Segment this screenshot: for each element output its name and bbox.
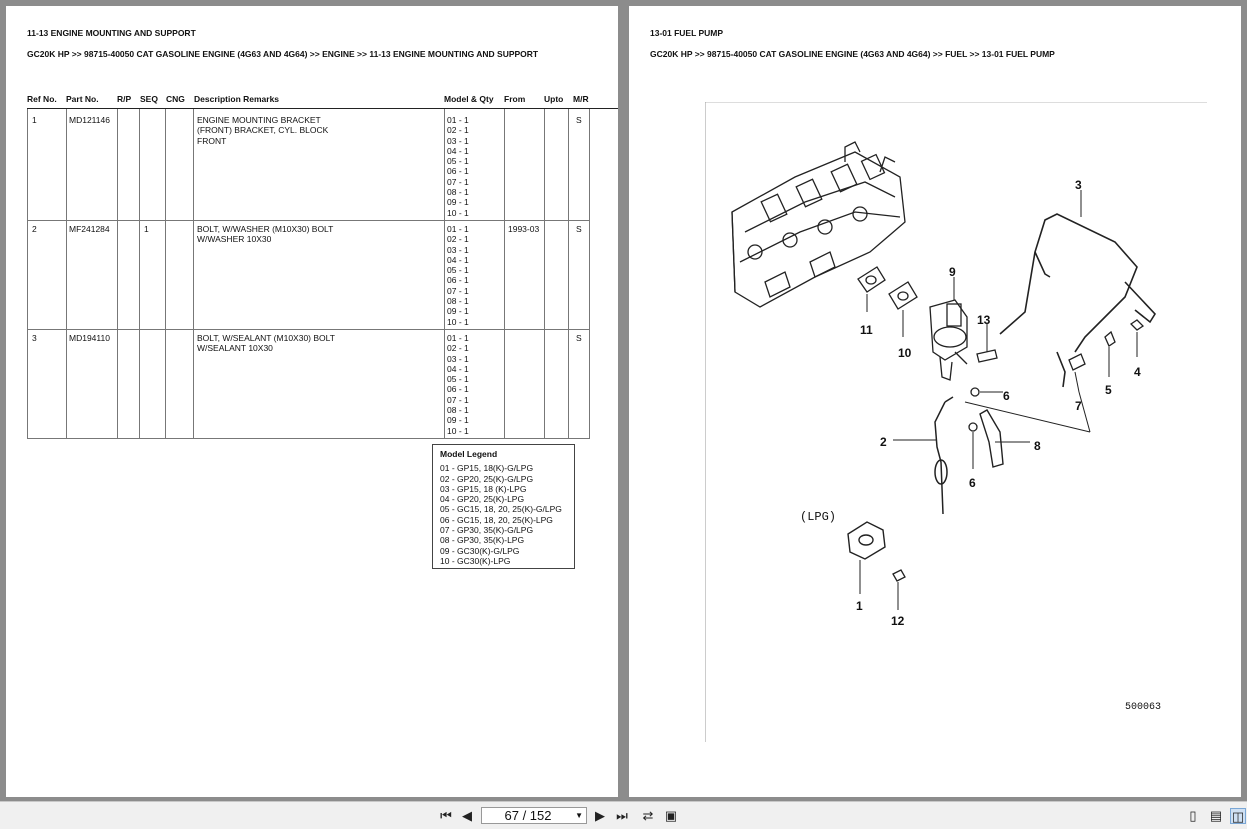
breadcrumb: GC20K HP >> 98715-40050 CAT GASOLINE ENGINE (4G63 AND 4G64) >> ENGINE >> 11-13 ENGINE MOUNTING AND SUPPORT [27,49,539,59]
gasket-10-drawing [889,282,917,309]
mr-cell: S [576,224,582,234]
qty-cell: 01 - 1 02 - 1 03 - 1 04 - 1 05 - 1 06 - 1 07 - 1 08 - 1 09 - 1 10 - 1 [447,224,469,327]
first-page-icon[interactable]: ⏮ [440,808,452,823]
callout-2: 2 [880,435,887,449]
model-legend [432,444,575,569]
chevron-down-icon[interactable]: ▼ [575,811,583,820]
gasket-11-drawing [858,267,885,292]
breadcrumb: GC20K HP >> 98715-40050 CAT GASOLINE ENGINE (4G63 AND 4G64) >> FUEL >> 13-01 FUEL PUMP [650,49,1055,59]
grid-line [27,220,590,221]
callout-11: 11 [860,323,873,337]
grid-line [444,109,445,438]
callout-3: 3 [1075,178,1082,192]
qty-cell: 01 - 1 02 - 1 03 - 1 04 - 1 05 - 1 06 - 1 07 - 1 08 - 1 09 - 1 10 - 1 [447,115,469,218]
grid-line [27,329,590,330]
part-cell: MD121146 [69,115,110,125]
callout-6b: 6 [969,476,976,490]
qty-cell: 01 - 1 02 - 1 03 - 1 04 - 1 05 - 1 06 - 1 07 - 1 08 - 1 09 - 1 10 - 1 [447,333,469,436]
part-cell: MD194110 [69,333,110,343]
grid-line [165,109,166,438]
grid-line [589,109,590,438]
callout-8: 8 [1034,439,1041,453]
col-seq: SEQ [140,94,158,104]
callout-6a: 6 [1003,389,1010,403]
desc-cell: BOLT, W/WASHER (M10X30) BOLT W/WASHER 10X30 [197,224,334,245]
washer-5-drawing [1105,332,1115,346]
ref-cell: 1 [32,115,37,125]
col-desc: Description Remarks [194,94,280,104]
single-page-icon[interactable]: ▯ [1189,808,1197,823]
callout-12: 12 [891,614,905,628]
tube-2-drawing [935,397,953,514]
fuel-pump-drawing [930,300,967,380]
col-mr: M/R [573,94,589,104]
desc-cell: ENGINE MOUNTING BRACKET (FRONT) BRACKET, CYL. BLOCK FRONT [197,115,329,146]
fit-width-icon[interactable]: ▣ [664,808,678,823]
header-rule [27,108,618,109]
bolt-7-drawing [1069,354,1085,370]
callout-10: 10 [898,346,912,360]
diagram-code: 500063 [1125,702,1162,713]
ref-cell: 3 [32,333,37,343]
grid-line [117,109,118,438]
bracket-8-drawing [980,410,1003,467]
grid-line [544,109,545,438]
clip-6-drawing [969,388,979,431]
fuel-pipe-3-drawing [1000,214,1155,387]
fit-page-icon[interactable]: ⇄ [642,808,654,823]
from-cell: 1993-03 [508,224,540,234]
legend-title: Model Legend [440,449,498,459]
bolt-12-drawing [893,570,905,581]
callout-7: 7 [1075,399,1082,413]
callout-4: 4 [1134,365,1141,379]
callout-13: 13 [977,313,991,327]
diagram-svg [705,102,1207,742]
fuel-pump-diagram [705,102,1207,742]
cylinder-head-drawing [732,142,905,307]
grid-line [504,109,505,438]
nut-4-drawing [1131,320,1143,330]
left-page [6,6,618,797]
next-page-icon[interactable]: ▶ [595,808,605,823]
grid-line [568,109,569,438]
mr-cell: S [576,333,582,343]
grid-line [27,109,28,438]
col-from: From [504,94,526,104]
viewer-toolbar [0,801,1247,829]
continuous-icon[interactable]: ▤ [1209,808,1223,823]
col-model: Model & Qty [444,94,494,104]
cover-plate-drawing [848,522,885,559]
page-display: 67 / 152 [504,808,552,823]
grid-line [66,109,67,438]
col-ref: Ref No. [27,94,57,104]
grid-line [27,438,590,439]
col-cng: CNG [166,94,185,104]
col-upto: Upto [544,94,564,104]
mr-cell: S [576,115,582,125]
right-page [629,6,1241,797]
part-cell: MF241284 [69,224,110,234]
leader-lines [860,190,1137,610]
last-page-icon[interactable]: ⏭ [616,808,628,823]
desc-cell: BOLT, W/SEALANT (M10X30) BOLT W/SEALANT 10X30 [197,333,335,354]
page-title: 11-13 ENGINE MOUNTING AND SUPPORT [27,28,196,38]
callout-1: 1 [856,599,863,613]
col-rp: R/P [117,94,132,104]
ref-cell: 2 [32,224,37,234]
two-page-icon[interactable]: ◫ [1231,809,1245,824]
page-title: 13-01 FUEL PUMP [650,28,724,38]
callout-9: 9 [949,265,956,279]
grid-line [193,109,194,438]
prev-page-icon[interactable]: ◀ [462,808,472,823]
legend-text: 01 - GP15, 18(K)-G/LPG 02 - GP20, 25(K)-G/LPG 03 - GP15, 18 (K)-LPG 04 - GP20, 25(K)-LPG 05 - GC15, 18, 20, 25(K)-G/LPG 06 - GC15, 18, 20, 25(K)-LPG 07 - GP30, 35(K)-G/LPG 08 - GP30, 35(K)-LPG 09 - GC30(K)-G/LPG 10 - GC30(K)-LPG [440,463,562,566]
lpg-label: (LPG) [800,510,837,524]
col-part: Part No. [66,94,99,104]
seq-cell: 1 [144,224,149,234]
callout-5: 5 [1105,383,1112,397]
page-number-field[interactable] [481,807,587,824]
grid-line [139,109,140,438]
